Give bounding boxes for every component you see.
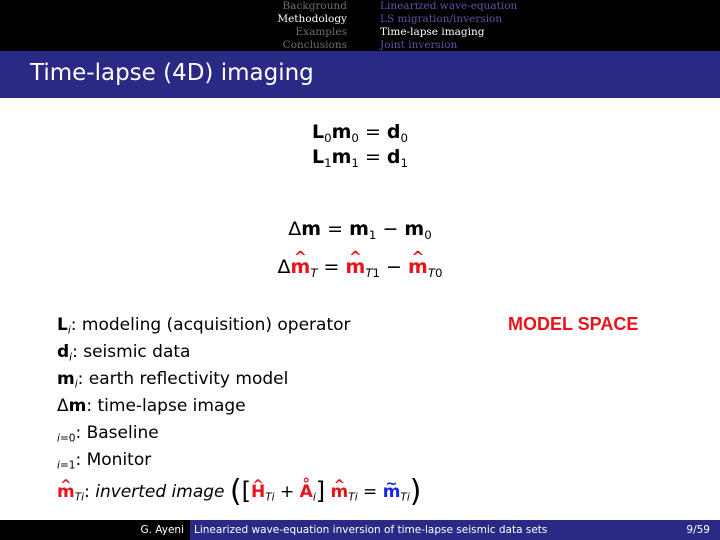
model-space-label: MODEL SPACE <box>508 314 639 334</box>
definition-inverted-image: ^ $m_{Ti}$: inverted image ([^ $H_{Ti}$ + ° $A_i$] ^ $m_{Ti}$ = ~ $m_{Ti}$) <box>57 480 421 507</box>
equation-time-lapse-model: $\Delta m = m_1 - m_0$ <box>288 218 432 243</box>
footer-talk-title: Linearized wave-equation inversion of time-lapse seismic data sets <box>190 520 720 540</box>
definition-monitor: $_{i=1}$: Monitor <box>57 450 152 472</box>
nav-subsection-linearized[interactable]: Linearized wave-equation <box>380 0 518 12</box>
definition-baseline-text: : Baseline <box>75 423 159 443</box>
nav-section-methodology[interactable]: Methodology <box>277 13 347 25</box>
footer-page-number: 9/59 <box>686 524 710 536</box>
definition-model-text: : earth reflectivity model <box>77 369 289 389</box>
definition-time-lapse: Δm: time-lapse image <box>57 396 246 416</box>
definition-data-text: : seismic data <box>72 342 191 362</box>
slide-title: Time-lapse (4D) imaging <box>30 60 314 86</box>
footer <box>0 520 720 540</box>
nav-subsection-joint-inversion[interactable]: Joint inversion <box>380 39 458 51</box>
section-nav <box>277 0 347 52</box>
subsection-nav <box>380 0 517 52</box>
frame-title-bar <box>0 51 720 98</box>
definition-baseline: $_{i=0}$: Baseline <box>57 423 159 445</box>
header-navigation <box>0 0 720 51</box>
definition-monitor-text: : Monitor <box>75 450 152 470</box>
definition-inverted-image-text: inverted image <box>95 482 225 502</box>
equation-time-lapse-inverted: Δ^ $m_T$ = ^ $m_{T1}$ − ^ $m_{T0}$ <box>0 256 720 278</box>
definition-model: $m_i$: earth reflectivity model <box>57 369 289 391</box>
definition-data: $d_i$: seismic data <box>57 342 191 364</box>
equation-baseline: $L_0m_0 = d_0$ <box>311 121 409 146</box>
equation-monitor: $L_1m_1 = d_1$ <box>311 146 409 171</box>
nav-subsection-ls-migration[interactable]: LS migration/inversion <box>380 13 503 25</box>
definition-operator: $L_i$: modeling (acquisition) operator <box>57 315 351 337</box>
nav-section-conclusions[interactable]: Conclusions <box>282 39 347 51</box>
nav-section-background[interactable]: Background <box>282 0 347 12</box>
definition-time-lapse-text: : time-lapse image <box>86 396 246 416</box>
definition-operator-text: : modeling (acquisition) operator <box>70 315 351 335</box>
footer-author: G. Ayeni <box>0 520 190 540</box>
definitions-list <box>57 314 421 507</box>
nav-subsection-time-lapse[interactable]: Time-lapse imaging <box>380 26 485 38</box>
nav-section-examples[interactable]: Examples <box>295 26 347 38</box>
